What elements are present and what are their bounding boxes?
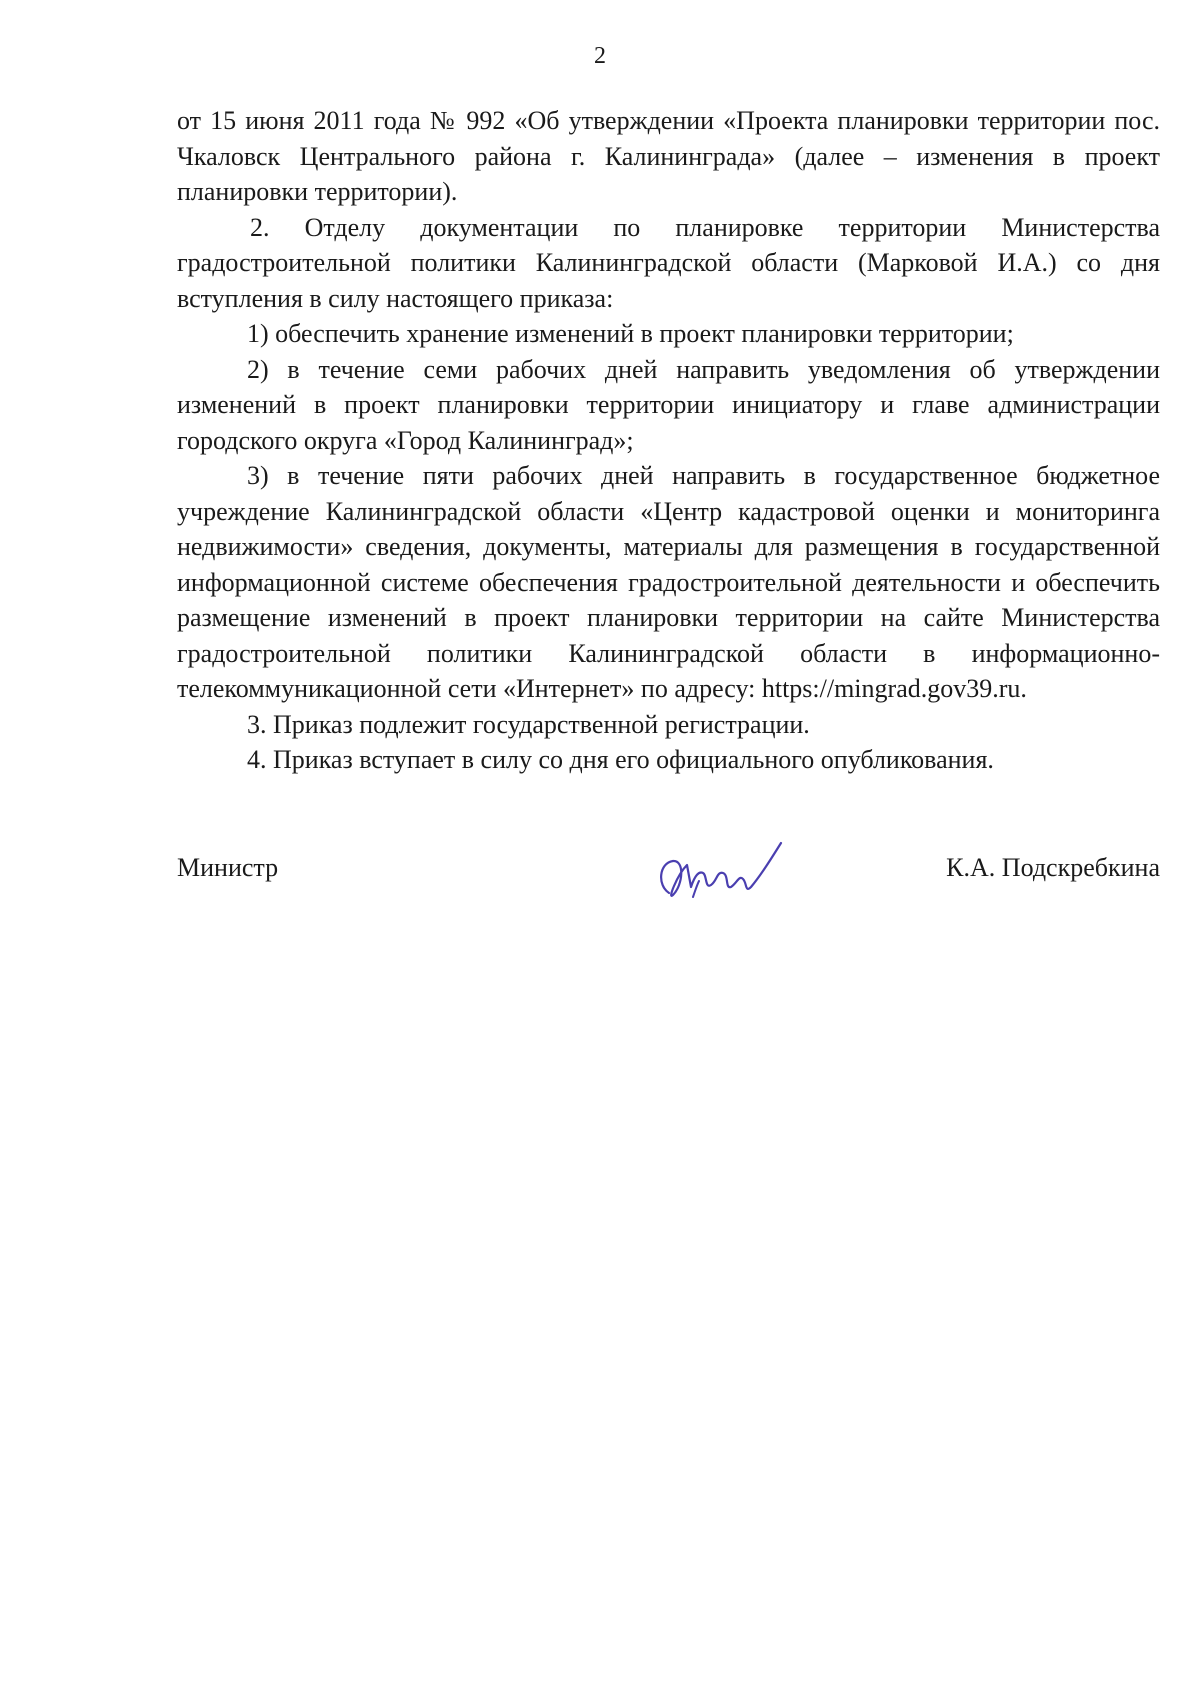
signature-block [177,853,1160,913]
handwritten-signature [647,835,787,915]
subitem-3: 3) в течение пяти рабочих дней направить в государственное бюджетное учреждение Калининградской области «Центр кадастровой оценки и мониторинга недвижимости» сведения, документы, материалы для размещения в государственной информационной системе обеспечения градостроительной деятельности и обеспечить размещение изменений в проект планировки территории на сайте Министерства градостроительной политики Калининградской области в информационно-телекоммуникационной сети «Интернет» по адресу: https://mingrad.gov39.ru. [177,461,1160,703]
signature-stroke-2 [693,881,699,897]
subitem-1: 1) обеспечить хранение изменений в проект планировки территории; [247,319,1014,348]
subitem-2: 2) в течение семи рабочих дней направить уведомления об утверждении изменений в проект планировки территории инициатору и главе администрации городского округа «Город Калининград»; [177,354,1160,455]
paragraph-item-2: 2. Отделу документации по планировке территории Министерства градостроительной политики Калининградской области (Марковой И.А.) со дня вступления в силу настоящего приказа: [177,212,1160,313]
signatory-title: Министр [177,853,279,882]
signatory-name: К.А. Подскребкина [946,853,1160,882]
document-body [177,103,1160,778]
page-number: 2 [594,43,606,69]
paragraph-item-3: 3. Приказ подлежит государственной регистрации. [247,709,810,739]
paragraph-item-4: 4. Приказ вступает в силу со дня его официального опубликования. [247,745,994,774]
signature-stroke [661,843,781,896]
paragraph-continuation: от 15 июня 2011 года № 992 «Об утверждении «Проекта планировки территории пос. Чкаловск Центрального района г. Калининграда» (далее – изменения в проект планировки территории). [177,106,1160,206]
